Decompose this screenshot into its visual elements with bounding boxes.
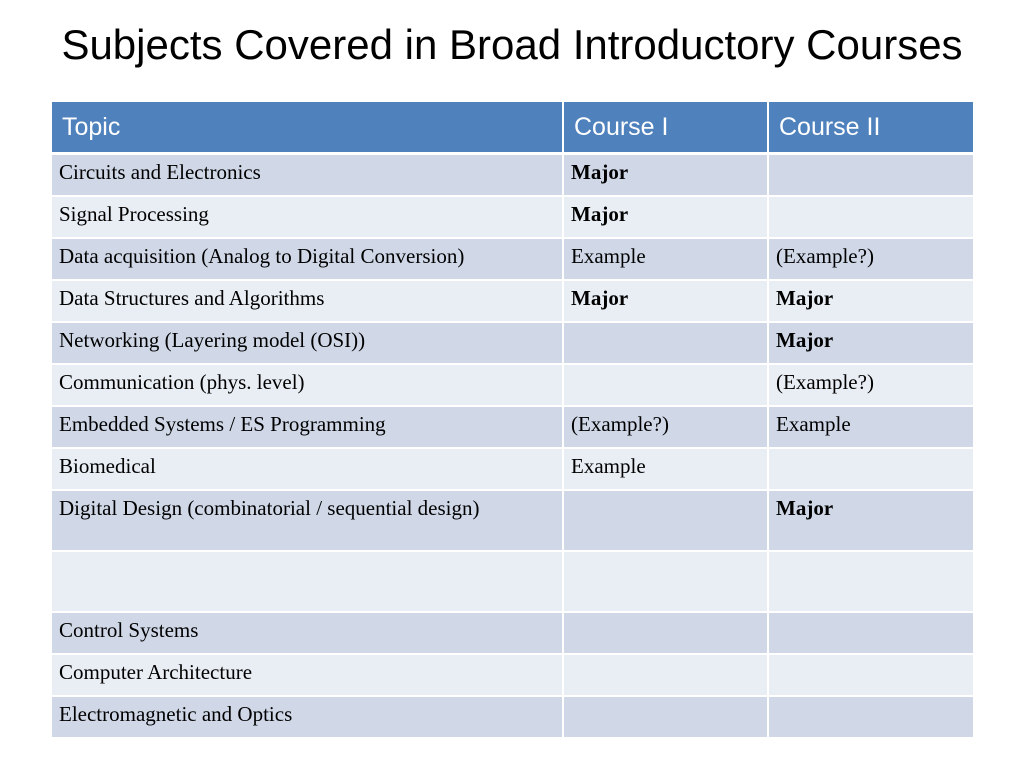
header-course-1: Course I (563, 102, 768, 154)
course-1-cell (563, 490, 768, 551)
course-1-cell: (Example?) (563, 406, 768, 448)
course-2-cell: Major (768, 322, 973, 364)
topic-cell: Networking (Layering model (OSI)) (52, 322, 563, 364)
subjects-table (52, 102, 973, 739)
course-2-cell (768, 448, 973, 490)
topic-cell: Biomedical (52, 448, 563, 490)
course-2-cell (768, 696, 973, 738)
table-row (52, 280, 973, 322)
course-2-cell: Major (768, 490, 973, 551)
topic-cell: Computer Architecture (52, 654, 563, 696)
table-row-empty (52, 551, 973, 612)
topic-cell: Control Systems (52, 612, 563, 654)
course-1-cell: Major (563, 280, 768, 322)
course-2-cell (768, 654, 973, 696)
topic-cell: Embedded Systems / ES Programming (52, 406, 563, 448)
table-header-row (52, 102, 973, 154)
course-2-cell: (Example?) (768, 364, 973, 406)
course-2-cell (768, 154, 973, 197)
course-2-cell: (Example?) (768, 238, 973, 280)
table-row (52, 490, 973, 551)
table-row (52, 654, 973, 696)
course-2-cell (768, 612, 973, 654)
course-2-cell (768, 196, 973, 238)
course-1-cell (563, 364, 768, 406)
course-2-cell (768, 551, 973, 612)
course-1-cell: Major (563, 154, 768, 197)
topic-cell: Data acquisition (Analog to Digital Conversion) (52, 238, 563, 280)
course-1-cell (563, 322, 768, 364)
table-row (52, 364, 973, 406)
topic-cell: Circuits and Electronics (52, 154, 563, 197)
topic-cell: Electromagnetic and Optics (52, 696, 563, 738)
course-1-cell: Example (563, 238, 768, 280)
table-row (52, 612, 973, 654)
slide-title: Subjects Covered in Broad Introductory Courses (61, 21, 963, 68)
table-row (52, 322, 973, 364)
course-1-cell (563, 654, 768, 696)
topic-cell: Signal Processing (52, 196, 563, 238)
topic-cell: Data Structures and Algorithms (52, 280, 563, 322)
table-row (52, 238, 973, 280)
table-row (52, 696, 973, 738)
course-1-cell (563, 696, 768, 738)
topic-cell: Communication (phys. level) (52, 364, 563, 406)
course-1-cell: Example (563, 448, 768, 490)
table-row (52, 196, 973, 238)
header-course-2: Course II (768, 102, 973, 154)
course-1-cell (563, 551, 768, 612)
course-2-cell: Example (768, 406, 973, 448)
course-1-cell (563, 612, 768, 654)
topic-cell: Digital Design (combinatorial / sequential design) (52, 490, 563, 551)
course-2-cell: Major (768, 280, 973, 322)
table-row (52, 448, 973, 490)
table-row (52, 154, 973, 197)
table-row (52, 406, 973, 448)
topic-cell (52, 551, 563, 612)
header-topic: Topic (52, 102, 563, 154)
course-1-cell: Major (563, 196, 768, 238)
